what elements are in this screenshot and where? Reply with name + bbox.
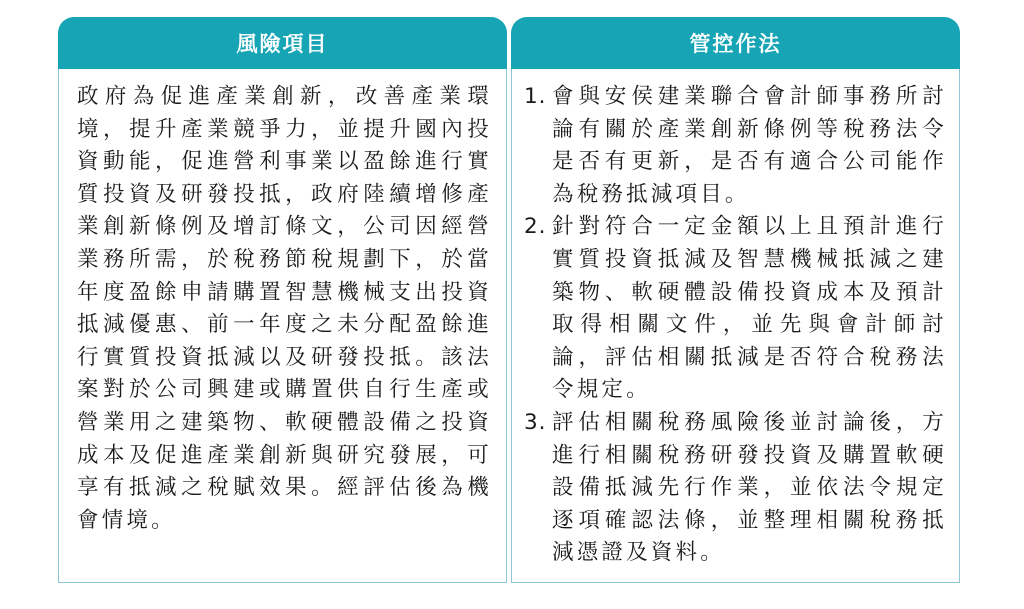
control-header: 管控作法 (511, 17, 960, 69)
risk-control-table (58, 17, 960, 583)
risk-header: 風險項目 (58, 17, 507, 69)
risk-cell (58, 69, 507, 583)
risk-column (58, 17, 507, 583)
control-item (524, 407, 947, 570)
control-cell (511, 69, 960, 583)
control-item (524, 211, 947, 407)
control-item-text: 會與安侯建業聯合會計師事務所討論有關於產業創新條例等稅務法令是否有更新，是否有適合公司能作為稅務抵減項目。 (552, 84, 947, 207)
risk-description: 政府為促進產業創新，改善產業環境，提升產業競爭力，並提升國內投資動能，促進營利事業以盈餘進行實質投資及研發投抵，政府陸續增修產業創新條例及增訂條文，公司因經營業務所需，於稅務節稅規劃下，於當年度盈餘申請購置智慧機械支出投資抵減優惠、前一年度之未分配盈餘進行實質投資抵減以及研發投抵。該法案對於公司興建或購置供自行生產或營業用之建築物、軟硬體設備之投資成本及促進產業創新與研究發展，可享有抵減之稅賦效果。經評估後為機會情境。 (77, 84, 492, 533)
control-item-number: 1. (524, 84, 547, 109)
control-column (511, 17, 960, 583)
control-item (524, 81, 947, 211)
control-list (524, 81, 947, 570)
control-item-number: 2. (524, 214, 547, 240)
control-item-number: 3. (524, 409, 547, 435)
control-item-text: 評估相關稅務風險後並討論後，方進行相關稅務研發投資及購置軟硬設備抵減先行作業，並依法令規定逐項確認法條，並整理相關稅務抵減憑證及資料。 (552, 409, 947, 566)
control-item-text: 針對符合一定金額以上且預計進行實質投資抵減及智慧機械抵減之建築物、軟硬體設備投資成本及預計取得相關文件，並先與會計師討論，評估相關抵減是否符合稅務法令規定。 (552, 214, 947, 403)
